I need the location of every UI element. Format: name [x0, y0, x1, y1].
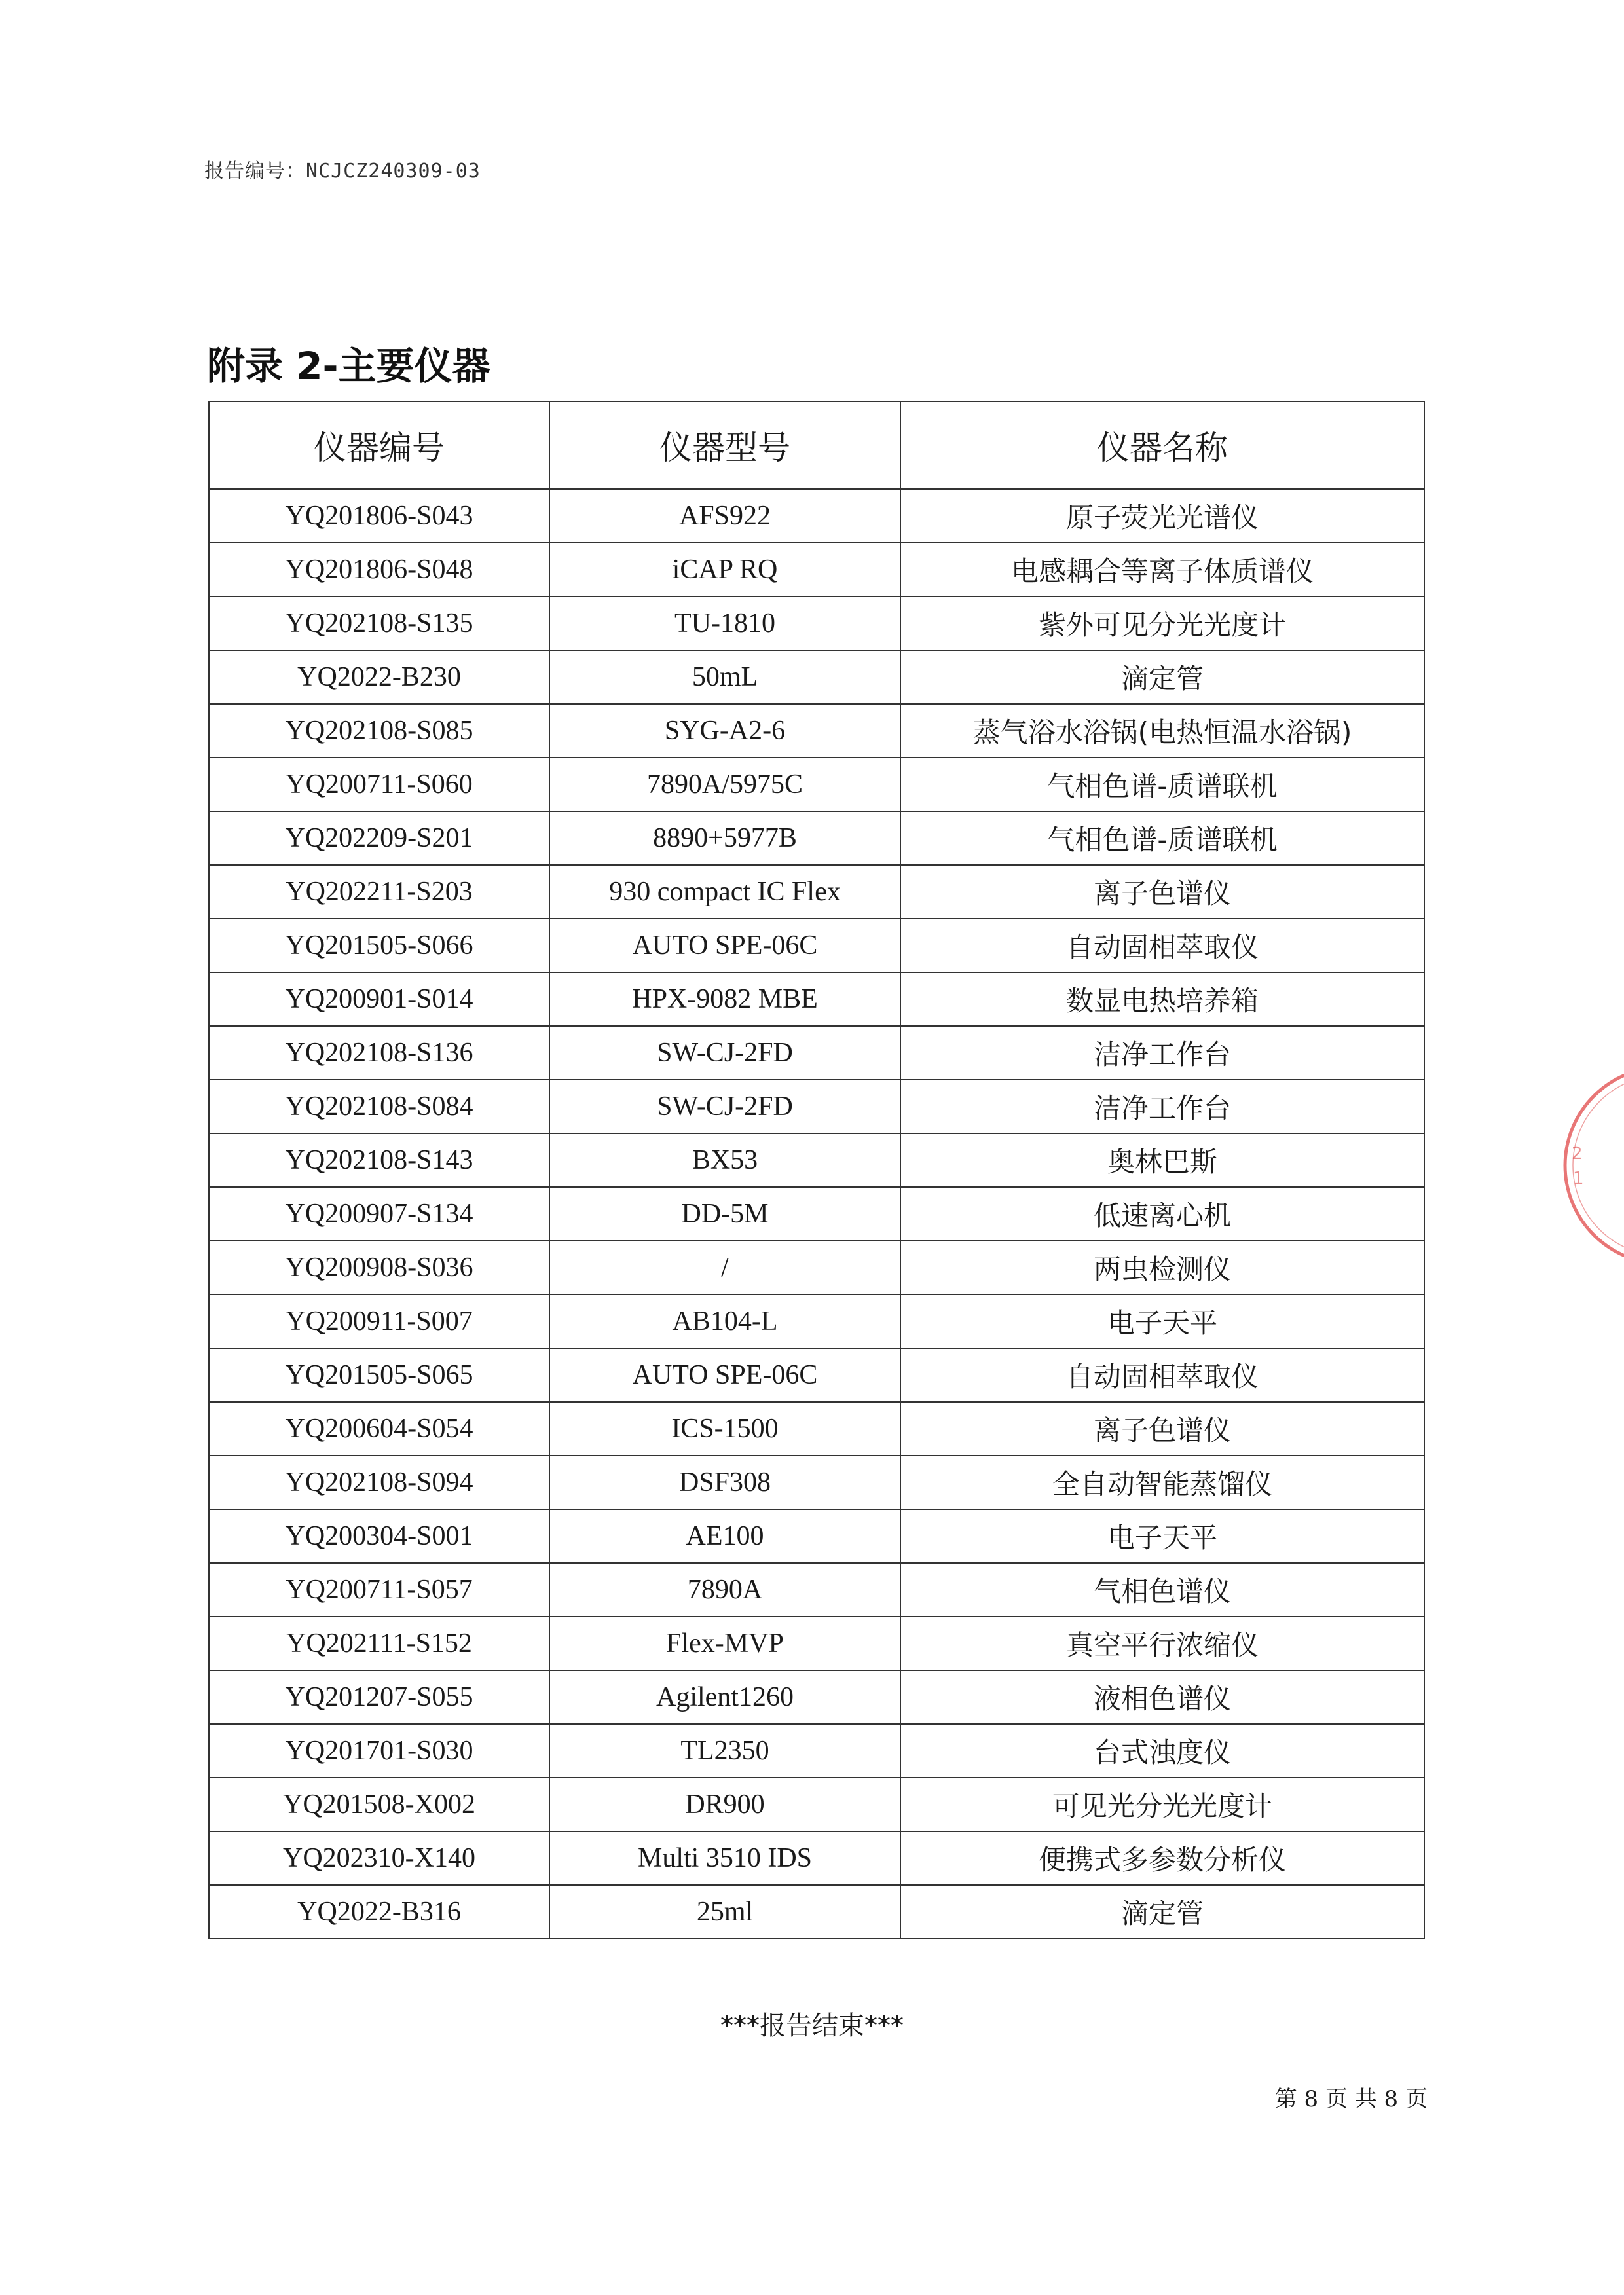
cell-instrument-id: YQ201505-S065 [209, 1348, 549, 1402]
cell-instrument-name: 奥林巴斯 [900, 1133, 1424, 1187]
cell-instrument-name: 液相色谱仪 [900, 1670, 1424, 1724]
svg-text:1: 1 [1573, 1169, 1584, 1188]
cell-instrument-model: 930 compact IC Flex [549, 865, 900, 919]
table-row [209, 543, 1424, 597]
cell-instrument-model: AE100 [549, 1509, 900, 1563]
cell-instrument-name: 气相色谱-质谱联机 [900, 811, 1424, 865]
table-row [209, 1402, 1424, 1456]
cell-instrument-id: YQ200304-S001 [209, 1509, 549, 1563]
table-body [209, 489, 1424, 1939]
cell-instrument-id: YQ201508-X002 [209, 1778, 549, 1831]
instrument-table [208, 401, 1425, 1939]
cell-instrument-id: YQ201806-S048 [209, 543, 549, 597]
cell-instrument-model: ICS-1500 [549, 1402, 900, 1456]
table-row [209, 1026, 1424, 1080]
cell-instrument-id: YQ202111-S152 [209, 1617, 549, 1670]
table-row [209, 704, 1424, 758]
cell-instrument-id: YQ2022-B316 [209, 1885, 549, 1939]
cell-instrument-name: 可见光分光光度计 [900, 1778, 1424, 1831]
cell-instrument-model: SW-CJ-2FD [549, 1080, 900, 1133]
cell-instrument-id: YQ202310-X140 [209, 1831, 549, 1885]
table-row [209, 758, 1424, 811]
table-row [209, 919, 1424, 972]
cell-instrument-id: YQ200901-S014 [209, 972, 549, 1026]
report-number: 报告编号：NCJCZ240309-03 [204, 160, 481, 183]
table-row [209, 650, 1424, 704]
cell-instrument-name: 离子色谱仪 [900, 865, 1424, 919]
section-title: 附录 2-主要仪器 [207, 344, 490, 388]
cell-instrument-id: YQ202209-S201 [209, 811, 549, 865]
cell-instrument-model: TL2350 [549, 1724, 900, 1778]
svg-text:2: 2 [1572, 1144, 1583, 1164]
cell-instrument-name: 气相色谱-质谱联机 [900, 758, 1424, 811]
header-instrument-name: 仪器名称 [900, 401, 1424, 489]
cell-instrument-model: / [549, 1241, 900, 1294]
cell-instrument-model: 7890A [549, 1563, 900, 1617]
cell-instrument-name: 电感耦合等离子体质谱仪 [900, 543, 1424, 597]
cell-instrument-model: 50mL [549, 650, 900, 704]
cell-instrument-model: BX53 [549, 1133, 900, 1187]
cell-instrument-model: AB104-L [549, 1294, 900, 1348]
table-row [209, 1241, 1424, 1294]
cell-instrument-name: 自动固相萃取仪 [900, 1348, 1424, 1402]
table-row [209, 1294, 1424, 1348]
cell-instrument-model: 7890A/5975C [549, 758, 900, 811]
table-row [209, 1187, 1424, 1241]
table-row [209, 1348, 1424, 1402]
table-row [209, 1724, 1424, 1778]
cell-instrument-name: 洁净工作台 [900, 1026, 1424, 1080]
cell-instrument-id: YQ202108-S084 [209, 1080, 549, 1133]
cell-instrument-id: YQ202108-S143 [209, 1133, 549, 1187]
cell-instrument-name: 滴定管 [900, 650, 1424, 704]
cell-instrument-model: SYG-A2-6 [549, 704, 900, 758]
cell-instrument-id: YQ200907-S134 [209, 1187, 549, 1241]
table-row [209, 1670, 1424, 1724]
table-row [209, 1509, 1424, 1563]
cell-instrument-name: 滴定管 [900, 1885, 1424, 1939]
report-end-note: ***报告结束*** [720, 2011, 904, 2041]
cell-instrument-name: 气相色谱仪 [900, 1563, 1424, 1617]
cell-instrument-id: YQ202108-S135 [209, 597, 549, 650]
cell-instrument-model: Agilent1260 [549, 1670, 900, 1724]
cell-instrument-id: YQ201505-S066 [209, 919, 549, 972]
cell-instrument-model: DD-5M [549, 1187, 900, 1241]
cell-instrument-name: 电子天平 [900, 1509, 1424, 1563]
cell-instrument-name: 蒸气浴水浴锅(电热恒温水浴锅) [900, 704, 1424, 758]
cell-instrument-name: 离子色谱仪 [900, 1402, 1424, 1456]
cell-instrument-model: DR900 [549, 1778, 900, 1831]
cell-instrument-model: 8890+5977B [549, 811, 900, 865]
cell-instrument-name: 数显电热培养箱 [900, 972, 1424, 1026]
page-number: 第 8 页 共 8 页 [1274, 2086, 1428, 2112]
cell-instrument-id: YQ202108-S085 [209, 704, 549, 758]
table-row [209, 811, 1424, 865]
cell-instrument-model: SW-CJ-2FD [549, 1026, 900, 1080]
table-row [209, 972, 1424, 1026]
table-row [209, 1831, 1424, 1885]
table-row [209, 1133, 1424, 1187]
cell-instrument-model: AFS922 [549, 489, 900, 543]
table-row [209, 1563, 1424, 1617]
cell-instrument-model: 25ml [549, 1885, 900, 1939]
cell-instrument-name: 低速离心机 [900, 1187, 1424, 1241]
table-row [209, 1778, 1424, 1831]
table-row [209, 865, 1424, 919]
cell-instrument-name: 电子天平 [900, 1294, 1424, 1348]
cell-instrument-id: YQ200711-S060 [209, 758, 549, 811]
seal-stamp-edge [1539, 1074, 1624, 1257]
cell-instrument-name: 两虫检测仪 [900, 1241, 1424, 1294]
cell-instrument-id: YQ200911-S007 [209, 1294, 549, 1348]
cell-instrument-model: AUTO SPE-06C [549, 919, 900, 972]
cell-instrument-id: YQ200711-S057 [209, 1563, 549, 1617]
cell-instrument-name: 全自动智能蒸馏仪 [900, 1456, 1424, 1509]
cell-instrument-model: Multi 3510 IDS [549, 1831, 900, 1885]
cell-instrument-name: 洁净工作台 [900, 1080, 1424, 1133]
table-row [209, 1885, 1424, 1939]
cell-instrument-model: AUTO SPE-06C [549, 1348, 900, 1402]
cell-instrument-model: iCAP RQ [549, 543, 900, 597]
table-header-row [209, 401, 1424, 489]
cell-instrument-model: TU-1810 [549, 597, 900, 650]
table-row [209, 1617, 1424, 1670]
cell-instrument-name: 台式浊度仪 [900, 1724, 1424, 1778]
cell-instrument-model: Flex-MVP [549, 1617, 900, 1670]
table-row [209, 489, 1424, 543]
cell-instrument-id: YQ202108-S136 [209, 1026, 549, 1080]
cell-instrument-id: YQ202211-S203 [209, 865, 549, 919]
header-instrument-id: 仪器编号 [209, 401, 549, 489]
cell-instrument-id: YQ201207-S055 [209, 1670, 549, 1724]
cell-instrument-id: YQ201806-S043 [209, 489, 549, 543]
table-row [209, 597, 1424, 650]
cell-instrument-id: YQ200908-S036 [209, 1241, 549, 1294]
cell-instrument-name: 原子荧光光谱仪 [900, 489, 1424, 543]
cell-instrument-id: YQ201701-S030 [209, 1724, 549, 1778]
cell-instrument-model: DSF308 [549, 1456, 900, 1509]
cell-instrument-id: YQ202108-S094 [209, 1456, 549, 1509]
cell-instrument-model: HPX-9082 MBE [549, 972, 900, 1026]
cell-instrument-name: 便携式多参数分析仪 [900, 1831, 1424, 1885]
table-row [209, 1080, 1424, 1133]
cell-instrument-id: YQ200604-S054 [209, 1402, 549, 1456]
cell-instrument-name: 自动固相萃取仪 [900, 919, 1424, 972]
cell-instrument-id: YQ2022-B230 [209, 650, 549, 704]
cell-instrument-name: 真空平行浓缩仪 [900, 1617, 1424, 1670]
header-instrument-model: 仪器型号 [549, 401, 900, 489]
table-row [209, 1456, 1424, 1509]
cell-instrument-name: 紫外可见分光光度计 [900, 597, 1424, 650]
